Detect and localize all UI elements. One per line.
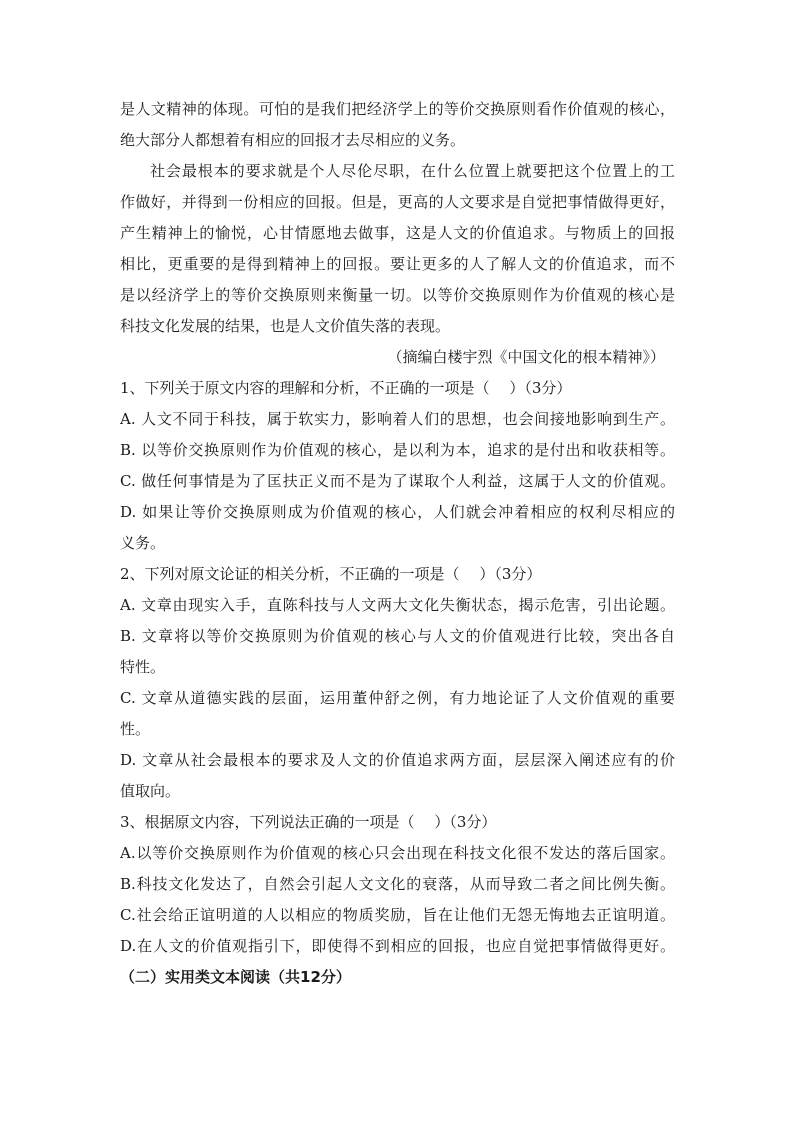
option-line: 义务。	[120, 534, 166, 552]
passage-line: 社会最根本的要求就是个人尽伦尽职，在什么位置上就要把这个位置上的工	[150, 162, 675, 180]
passage-line: 产生精神上的愉悦，心甘情愿地去做事，这是人文的价值追求。与物质上的回报	[120, 224, 675, 242]
option-line: C.社会给正谊明道的人以相应的物质奖励，旨在让他们无怨无悔地去正谊明道。	[120, 906, 675, 924]
passage-line: 科技文化发展的结果，也是人文价值失落的表现。	[120, 317, 451, 335]
section-heading: （二）实用类文本阅读（共12分）	[120, 968, 351, 986]
option-line: 特性。	[120, 658, 166, 676]
option-line: B. 以等价交换原则作为价值观的核心，是以利为本，追求的是付出和收获相等。	[120, 441, 675, 459]
passage-block	[120, 94, 675, 993]
question-stem: 1、下列关于原文内容的理解和分析，不正确的一项是（ ）（3分）	[120, 379, 572, 397]
question-stem: 3、根据原文内容，下列说法正确的一项是（ ）（3分）	[120, 813, 497, 831]
option-line: D. 文章从社会最根本的要求及人文的价值追求两方面，层层深入阐述应有的价	[120, 751, 675, 769]
question-stem: 2、下列对原文论证的相关分析，不正确的一项是（ ）（3分）	[120, 565, 542, 583]
option-line: C. 文章从道德实践的层面，运用董仲舒之例，有力地论证了人文价值观的重要	[120, 689, 675, 707]
passage-line: 是人文精神的体现。可怕的是我们把经济学上的等价交换原则看作价值观的核心，	[120, 100, 675, 118]
passage-line: 绝大部分人都想着有相应的回报才去尽相应的义务。	[120, 131, 466, 149]
passage-line: 作做好，并得到一份相应的回报。但是，更高的人文要求是自觉把事情做得更好，	[120, 193, 675, 211]
option-line: B.科技文化发达了，自然会引起人文文化的衰落，从而导致二者之间比例失衡。	[120, 875, 675, 893]
option-line: B. 文章将以等价交换原则为价值观的核心与人文的价值观进行比较，突出各自	[120, 627, 675, 645]
option-line: 性。	[120, 720, 151, 738]
option-line: D.在人文的价值观指引下，即使得不到相应的回报，也应自觉把事情做得更好。	[120, 937, 675, 955]
option-line: D. 如果让等价交换原则成为价值观的核心，人们就会冲着相应的权利尽相应的	[120, 503, 675, 521]
option-line: A.以等价交换原则作为价值观的核心只会出现在科技文化很不发达的落后国家。	[120, 844, 675, 862]
passage-line: 是以经济学上的等价交换原则来衡量一切。以等价交换原则作为价值观的核心是	[120, 286, 675, 304]
source-citation: （摘编白楼宇烈《中国文化的根本精神》）	[387, 348, 665, 366]
passage-line: 相比，更重要的是得到精神上的回报。要让更多的人了解人文的价值追求，而不	[120, 255, 675, 273]
option-line: C. 做任何事情是为了匡扶正义而不是为了谋取个人利益，这属于人文的价值观。	[120, 472, 675, 490]
option-line: A. 人文不同于科技，属于软实力，影响着人们的思想，也会间接地影响到生产。	[120, 410, 675, 428]
option-line: A. 文章由现实入手，直陈科技与人文两大文化失衡状态，揭示危害，引出论题。	[120, 596, 675, 614]
option-line: 值取向。	[120, 782, 181, 800]
